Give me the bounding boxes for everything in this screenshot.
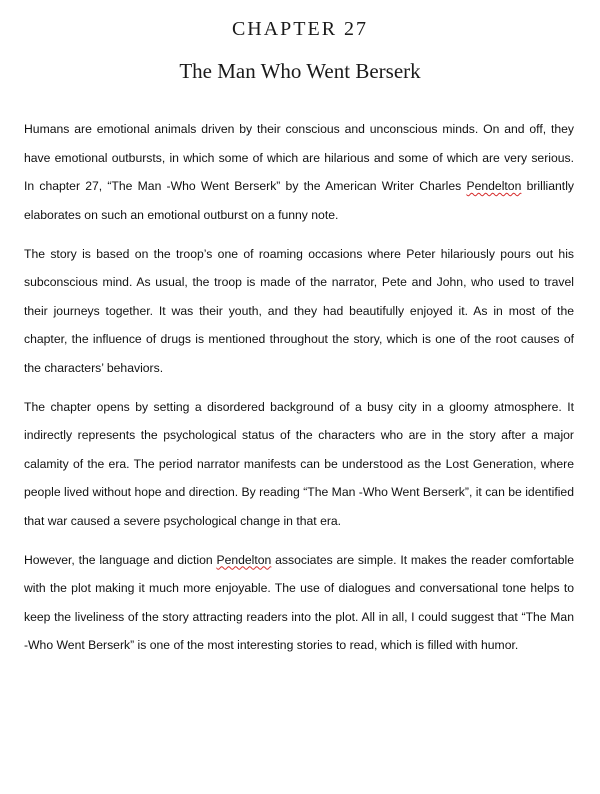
paragraph-2 [24, 240, 574, 383]
paragraph-text: Humans are emotional animals driven by their conscious and unconscious minds. On and off, they have emotional outbursts, in which some of which are hilarious and some of which are very serious. In chapter 27, “The Man -Who Went Berserk” by the American Writer Charles [24, 122, 574, 193]
paragraph-text: brilliantly elaborates on such an emotional outburst on a funny note. [24, 179, 574, 222]
document-body [24, 115, 574, 670]
paragraph-3 [24, 393, 574, 536]
paragraph-4 [24, 546, 574, 660]
paragraph-text: associates are simple. It makes the reader comfortable with the plot making it much more enjoyable. The use of dialogues and conversational tone helps to keep the liveliness of the story attracting readers into the plot. All in all, I could suggest that “The Man -Who Went Berserk” is one of the most interesting stories to read, which is filled with humor. [24, 552, 574, 652]
paragraph-1 [24, 115, 574, 229]
misspelled-word: Pendelton [466, 179, 522, 193]
paragraph-text: The story is based on the troop’s one of roaming occasions where Peter hilariously pours out his subconscious mind. As usual, the troop is made of the narrator, Pete and John, who used to travel their journeys together. It was their youth, and they had beautifully enjoyed it. As in most of the chapter, the influence of drugs is mentioned throughout the story, which is one of the root causes of the characters’ behaviors. [24, 246, 574, 375]
paragraph-text: However, the language and diction [24, 552, 217, 567]
chapter-label: CHAPTER 27 [231, 18, 369, 40]
chapter-title: The Man Who Went Berserk [179, 59, 421, 83]
misspelled-word: Pendelton [216, 552, 272, 567]
paragraph-text: The chapter opens by setting a disordered background of a busy city in a gloomy atmosphere. It indirectly represents the psychological status of the characters who are in the story after a major calamity of the era. The period narrator manifests can be understood as the Lost Generation, where people lived without hope and direction. By reading “The Man -Who Went Berserk”, it can be identified that war caused a severe psychological change in that era. [24, 399, 574, 528]
